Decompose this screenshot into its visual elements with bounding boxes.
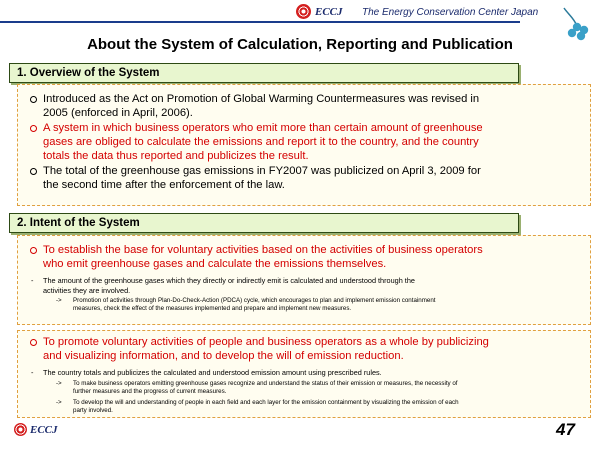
box1-main-bullet: To establish the base for voluntary activities based on the activities of business operators who emit greenhouse gases and calculate the emissions themselves. xyxy=(43,244,483,270)
bullet-icon xyxy=(30,168,37,175)
box2-arrow-1: -> xyxy=(56,380,62,387)
section1-heading: 1. Overview of the System xyxy=(9,63,519,83)
box2-subsub-bullet-2: To develop the will and understanding of people in each field and each layer for the emission containment by visualizing the emission of each party involved. xyxy=(73,399,459,415)
eccj-logo-icon xyxy=(296,4,311,19)
box1-subsub-bullet: Promotion of activities through Plan-Do-Check-Action (PDCA) cycle, which encourages to plan and implement emission containment measures, check the effect of the measures implemented and prepare and implement new measures. xyxy=(73,297,436,313)
section1-bullet1: Introduced as the Act on Promotion of Global Warming Countermeasures was revised in 2005 (enforced in April, 2006). xyxy=(43,93,480,119)
box2-subsub-bullet-1: To make business operators emitting greenhouse gases recognize and understand the status of their emission or measures, the necessity of further measures and the progress of current measures. xyxy=(73,380,458,396)
section2-heading: 2. Intent of the System xyxy=(9,213,519,233)
footer-org-short: ECCJ xyxy=(30,424,58,436)
header-org-name: The Energy Conservation Center Japan xyxy=(362,7,539,18)
section1-bullet2: A system in which business operators who emit more than certain amount of greenhouse gases are obliged to calculate the emissions and report it to the country, and the country totals the data thus reported and publicizes the result. xyxy=(43,122,483,162)
footer-eccj-logo-icon xyxy=(14,423,27,436)
header-rule xyxy=(0,21,520,23)
section2-box1 xyxy=(17,235,591,325)
bullet-icon xyxy=(30,96,37,103)
bullet-icon xyxy=(30,339,37,346)
box2-arrow-2: -> xyxy=(56,399,62,406)
bullet-icon xyxy=(30,247,37,254)
box2-sub-bullet: The country totals and publicizes the calculated and understood emission amount using prescribed rules. xyxy=(43,368,382,377)
page-number: 47 xyxy=(556,420,575,439)
section2-box2 xyxy=(17,330,591,418)
box1-arrow: -> xyxy=(56,297,62,304)
section1-bullet3: The total of the greenhouse gas emissions in FY2007 was publicized on April 3, 2009 for the second time after the enforcement of the law. xyxy=(43,165,481,191)
box2-main-bullet: To promote voluntary activities of people and business operators as a whole by publicizing and visualizing information, and to develop the will of emission reduction. xyxy=(43,336,489,362)
section1-box xyxy=(17,84,591,206)
box1-sub-bullet: The amount of the greenhouse gases which they directly or indirectly emit is calculated and understood through the activities they are involved. xyxy=(43,276,415,295)
header-org-short: ECCJ xyxy=(315,6,343,18)
page-title: About the System of Calculation, Reporting and Publication xyxy=(87,36,513,53)
box2-dash: - xyxy=(31,368,34,377)
box1-dash: - xyxy=(31,276,34,285)
bullet-icon xyxy=(30,125,37,132)
